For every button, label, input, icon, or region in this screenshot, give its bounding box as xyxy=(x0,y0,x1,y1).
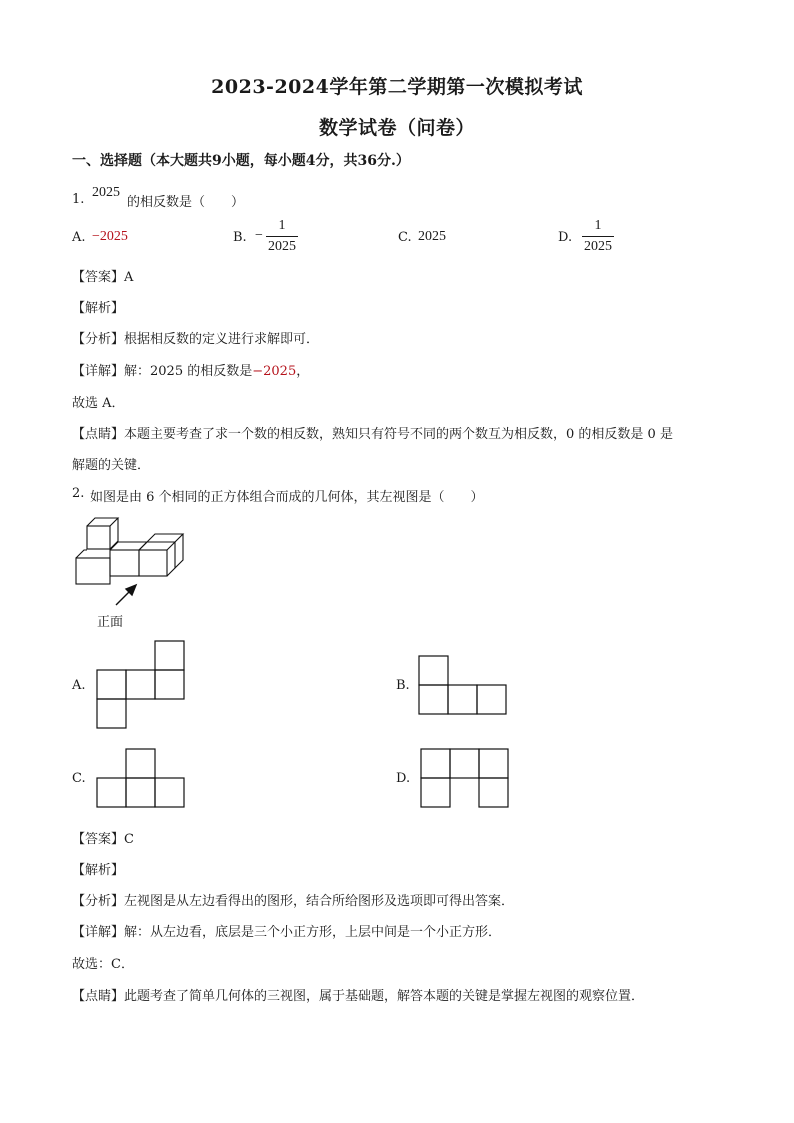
answer-tag: 【答案】 xyxy=(72,832,125,847)
fenxi-text: 根据相反数的定义进行求解即可． xyxy=(124,332,320,347)
q2-stem: 如图是由 6 个相同的正方体组合而成的几何体，其左视图是（ ） xyxy=(90,490,484,505)
xiangjie-tag: 【详解】 xyxy=(72,925,125,940)
dianjing-tag: 【点睛】 xyxy=(72,989,125,1004)
answer-tag: 【答案】 xyxy=(72,270,125,285)
q2-option-b-label: B. xyxy=(396,678,410,693)
fenxi-tag: 【分析】 xyxy=(72,332,125,347)
q1-option-b-numerator: 1 xyxy=(278,218,286,233)
front-label: 正面 xyxy=(97,615,124,630)
dianjing-text: 此题考查了简单几何体的三视图，属于基础题，解答本题的关键是掌握左视图的观察位置． xyxy=(124,989,645,1004)
q1-option-c-value: 2025 xyxy=(418,229,446,244)
q1-option-b-sign: − xyxy=(255,228,263,243)
xiangjie-text: 解：从左边看，底层是三个小正方形，上层中间是一个小正方形． xyxy=(124,925,502,940)
fenxi-text: 左视图是从左边看得出的图形，结合所给图形及选项即可得出答案． xyxy=(124,894,515,909)
q1-option-a-value: −2025 xyxy=(92,229,128,244)
q1-analysis-tag: 【解析】 xyxy=(72,301,125,316)
answer-value: C xyxy=(124,832,134,847)
q1-stem: 的相反数是（ ） xyxy=(127,195,245,210)
q1-value: 2025 xyxy=(92,185,120,200)
q1-option-d-numerator: 1 xyxy=(594,218,602,233)
xiangjie-value: −2025 xyxy=(252,364,297,379)
dianjing-tag: 【点睛】 xyxy=(72,427,125,442)
q1-option-a-label: A. xyxy=(72,230,86,245)
q2-option-a-label: A. xyxy=(72,678,86,693)
q2-analysis-tag: 【解析】 xyxy=(72,863,125,878)
q1-option-c-label: C. xyxy=(398,230,412,245)
q2-option-d-label: D. xyxy=(396,771,411,786)
q2-number: 2. xyxy=(72,486,85,501)
q2-fenxi xyxy=(72,890,514,909)
q2-xiangjie xyxy=(72,921,501,940)
q1-number: 1. xyxy=(72,192,85,207)
q1-option-d-label: D. xyxy=(558,230,573,245)
fenxi-tag: 【分析】 xyxy=(72,894,125,909)
q2-choose: 故选：C． xyxy=(72,957,134,972)
answer-value: A xyxy=(124,270,134,285)
q1-option-d-denominator: 2025 xyxy=(584,239,612,254)
xiangjie-text: 解：2025 的相反数是 xyxy=(124,364,253,379)
xiangjie-post: ， xyxy=(296,364,310,379)
dianjing-text: 本题主要考查了求一个数的相反数，熟知只有符号不同的两个数互为相反数，0 的相反数是 0 是 xyxy=(124,427,673,442)
xiangjie-tag: 【详解】 xyxy=(72,364,125,379)
q2-answer xyxy=(72,828,134,847)
q2-option-c-label: C. xyxy=(72,771,86,786)
page-title: 2023-2024学年第二学期第一次模拟考试 xyxy=(211,76,583,98)
q1-choose: 故选 A． xyxy=(72,396,125,411)
page-subtitle: 数学试卷（问卷） xyxy=(318,117,475,139)
section-heading: 一、选择题（本大题共9小题，每小题4分，共36分.） xyxy=(72,153,410,169)
q2-dianjing xyxy=(72,985,644,1004)
q1-option-b-denominator: 2025 xyxy=(268,239,296,254)
q1-dianjing-line2: 解题的关键． xyxy=(72,458,151,473)
q1-option-b-label: B. xyxy=(233,230,247,245)
